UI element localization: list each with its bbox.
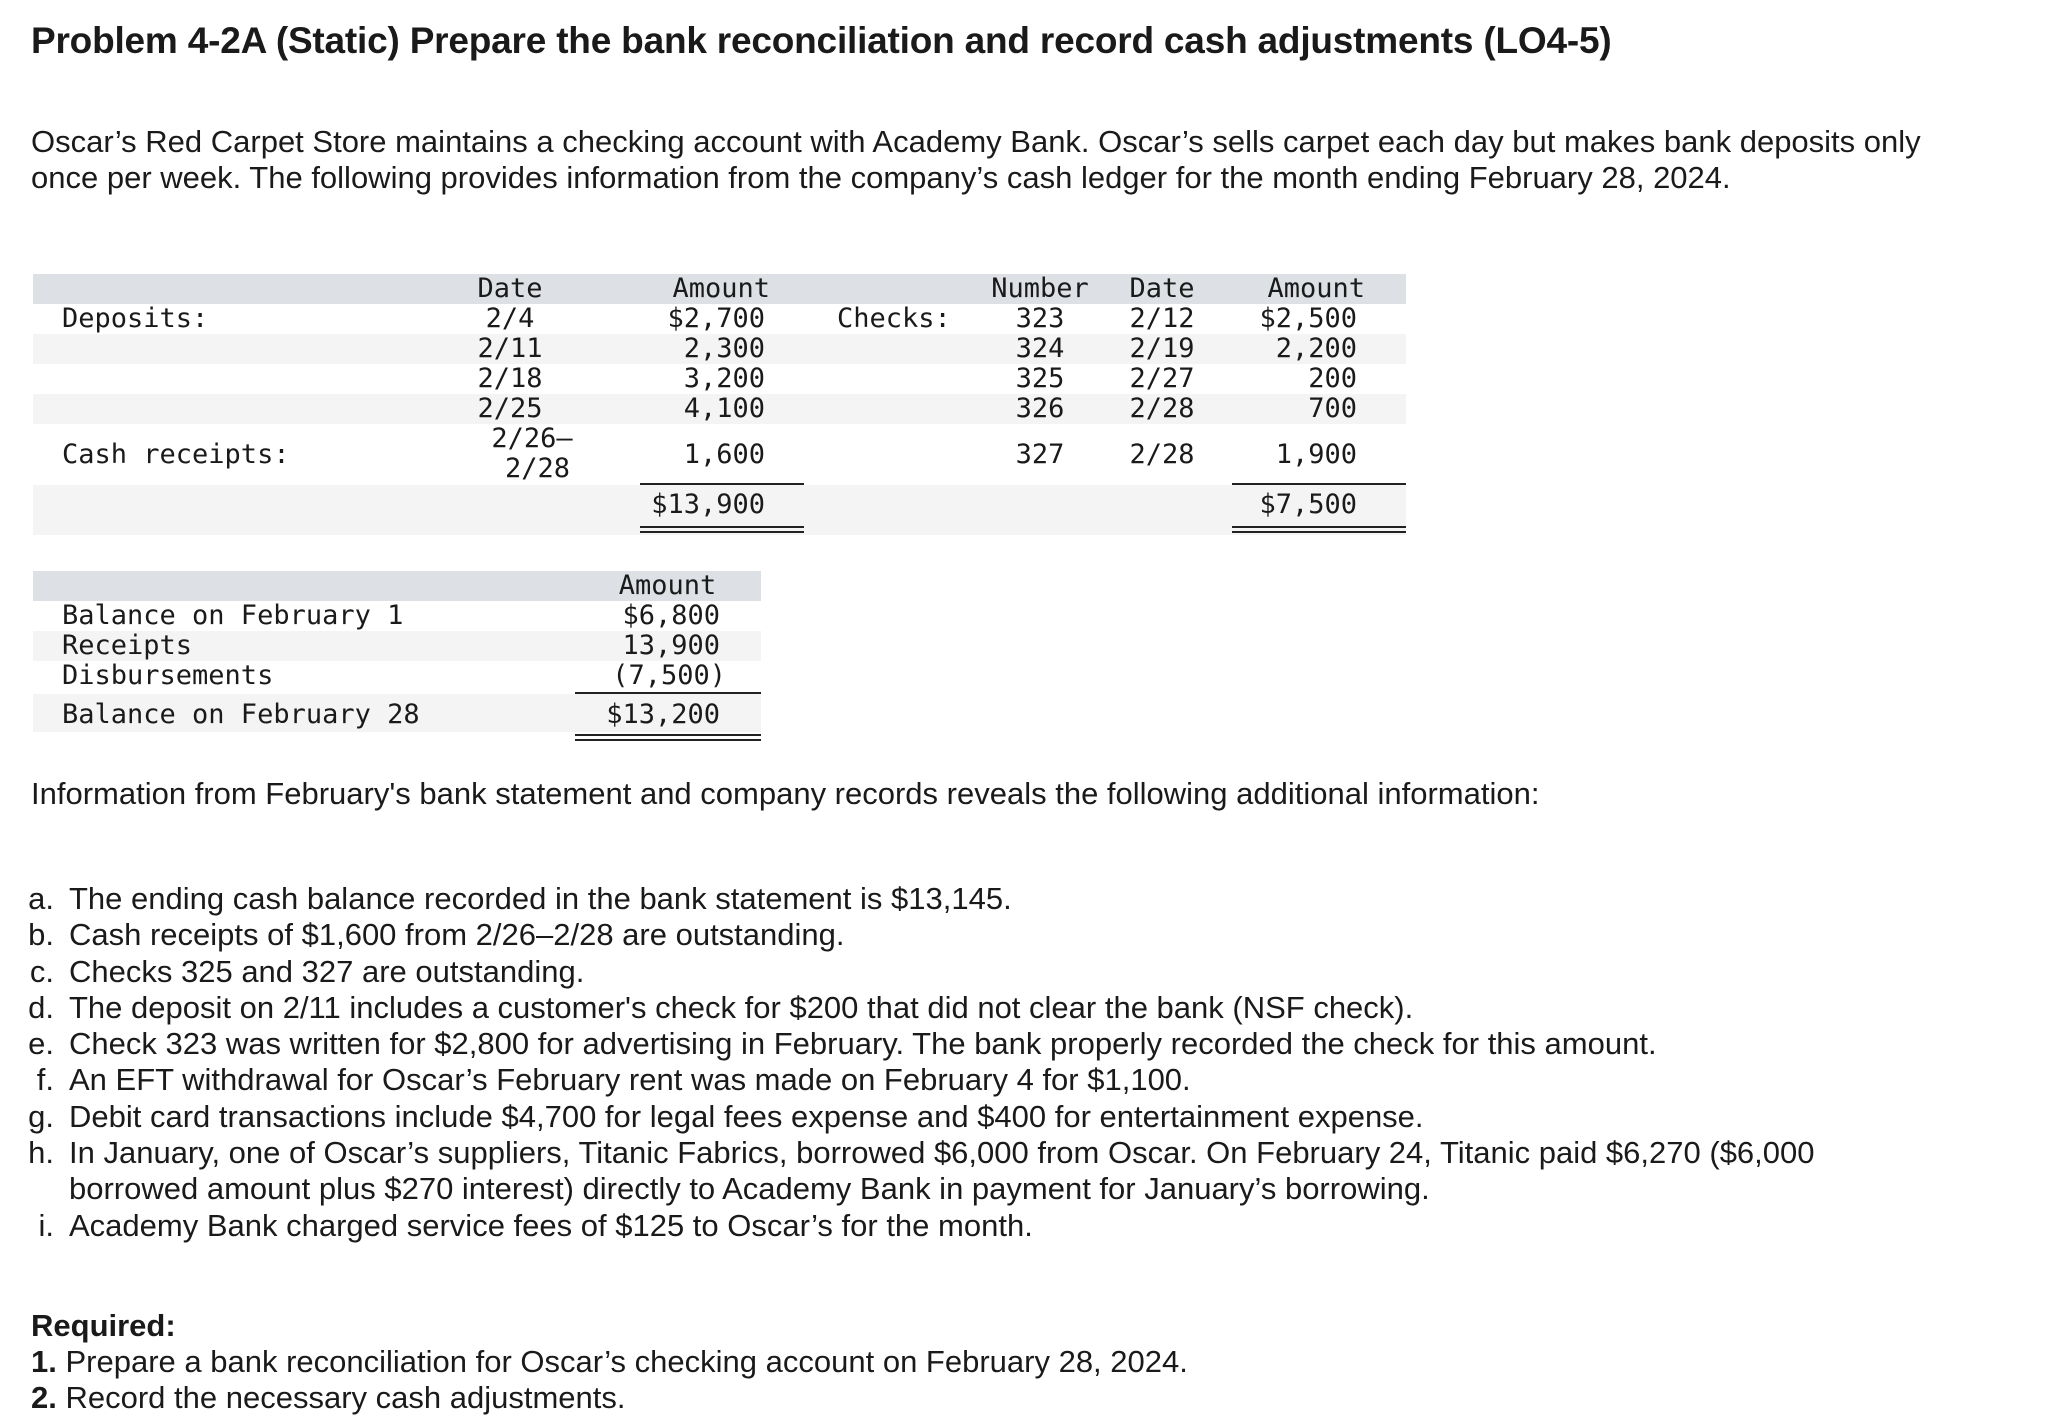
check-amount: $2,500 (1259, 303, 1357, 334)
check-number: 326 (1015, 393, 1065, 424)
deposit-date: 2/18 (477, 363, 543, 394)
list-item: e. Check 323 was written for $2,800 for advertising in February. The bank properly recorded the check for this amount. (28, 1026, 1657, 1062)
check-date: 2/27 (1129, 363, 1195, 394)
balance-row-label: Receipts (62, 630, 193, 661)
balance-row-label: Disbursements (62, 660, 274, 691)
required-section (31, 1308, 1188, 1416)
check-amount: 700 (1308, 393, 1357, 424)
check-number: 324 (1015, 333, 1065, 364)
check-number: 327 (1015, 439, 1065, 470)
list-item: c. Checks 325 and 327 are outstanding. (29, 953, 585, 989)
list-item: a. The ending cash balance recorded in the bank statement is $13,145. (28, 881, 1012, 916)
list-item: d. The deposit on 2/11 includes a customer's check for $200 that did not clear the bank (NSF check). (28, 989, 1414, 1025)
required-item: 2. Record the necessary cash adjustments. (31, 1380, 626, 1415)
check-date: 2/19 (1129, 333, 1195, 364)
list-item: h. In January, one of Oscar’s suppliers, Titanic Fabrics, borrowed $6,000 from Oscar. On February 24, Titanic paid $6,270 ($6,000 borrowed amount plus $270 interest) directly to Academy Bank in payment for January’s borrowing. (28, 1135, 1815, 1207)
header-check-date: Date (1129, 273, 1195, 304)
balance-row-amount: $6,800 (622, 600, 720, 631)
check-number: 323 (1015, 303, 1065, 334)
deposit-date: 2/4 (485, 303, 535, 334)
deposit-date: 2/25 (477, 393, 543, 424)
info-intro: Information from February's bank statement and company records reveals the following additional information: (31, 776, 1540, 811)
deposit-date: 2/11 (477, 333, 543, 364)
check-date: 2/28 (1129, 393, 1195, 424)
intro-paragraph: Oscar’s Red Carpet Store maintains a checking account with Academy Bank. Oscar’s sells carpet each day but makes bank deposits only once per week. The following provides information from the company’s cash ledger for the month ending February 28, 2024. (31, 124, 1921, 195)
check-amount: 200 (1308, 363, 1357, 394)
header-amount: Amount (672, 273, 770, 304)
check-date: 2/12 (1129, 303, 1195, 334)
deposit-amount: 2,300 (683, 333, 765, 364)
required-item: 1. Prepare a bank reconciliation for Oscar’s checking account on February 28, 2024. (31, 1344, 1188, 1379)
header-check-amount: Amount (1267, 273, 1365, 304)
check-amount: 1,900 (1275, 439, 1357, 470)
list-item: b. Cash receipts of $1,600 from 2/26–2/28 are outstanding. (28, 917, 845, 953)
checks-label: Checks: (837, 303, 951, 334)
cash-receipts-date-end: 2/28 (504, 453, 570, 484)
deposit-amount: 4,100 (683, 393, 765, 424)
deposit-amount: $2,700 (667, 303, 765, 334)
header-number: Number (991, 273, 1089, 304)
cash-receipts-amount: 1,600 (683, 439, 765, 470)
check-number: 325 (1015, 363, 1065, 394)
ending-balance-amount: $13,200 (606, 699, 720, 730)
deposit-amount: 3,200 (683, 363, 765, 394)
balance-row-amount: (7,500) (612, 660, 726, 691)
list-item: i. Academy Bank charged service fees of $125 to Oscar’s for the month. (38, 1207, 1033, 1243)
cash-receipts-label: Cash receipts: (62, 439, 290, 470)
balance-row-label: Balance on February 1 (62, 600, 404, 631)
ending-balance-label: Balance on February 28 (62, 699, 420, 730)
balance-header-amount: Amount (618, 570, 717, 601)
total-receipts: $13,900 (651, 489, 765, 520)
cash-receipts-date-start: 2/26– (491, 423, 573, 454)
additional-info-list (24, 881, 1919, 1244)
check-date: 2/28 (1129, 439, 1195, 470)
list-item: g. Debit card transactions include $4,700 for legal fees expense and $400 for entertainment expense. (28, 1098, 1424, 1134)
required-heading: Required: (31, 1308, 176, 1343)
list-item: f. An EFT withdrawal for Oscar’s February rent was made on February 4 for $1,100. (36, 1062, 1191, 1098)
header-date: Date (477, 273, 543, 304)
total-checks: $7,500 (1259, 489, 1357, 520)
page-title: Problem 4-2A (Static) Prepare the bank reconciliation and record cash adjustments (LO4-5) (31, 20, 1612, 61)
check-amount: 2,200 (1275, 333, 1357, 364)
deposits-label: Deposits: (62, 303, 209, 334)
balance-row-amount: 13,900 (622, 630, 720, 661)
